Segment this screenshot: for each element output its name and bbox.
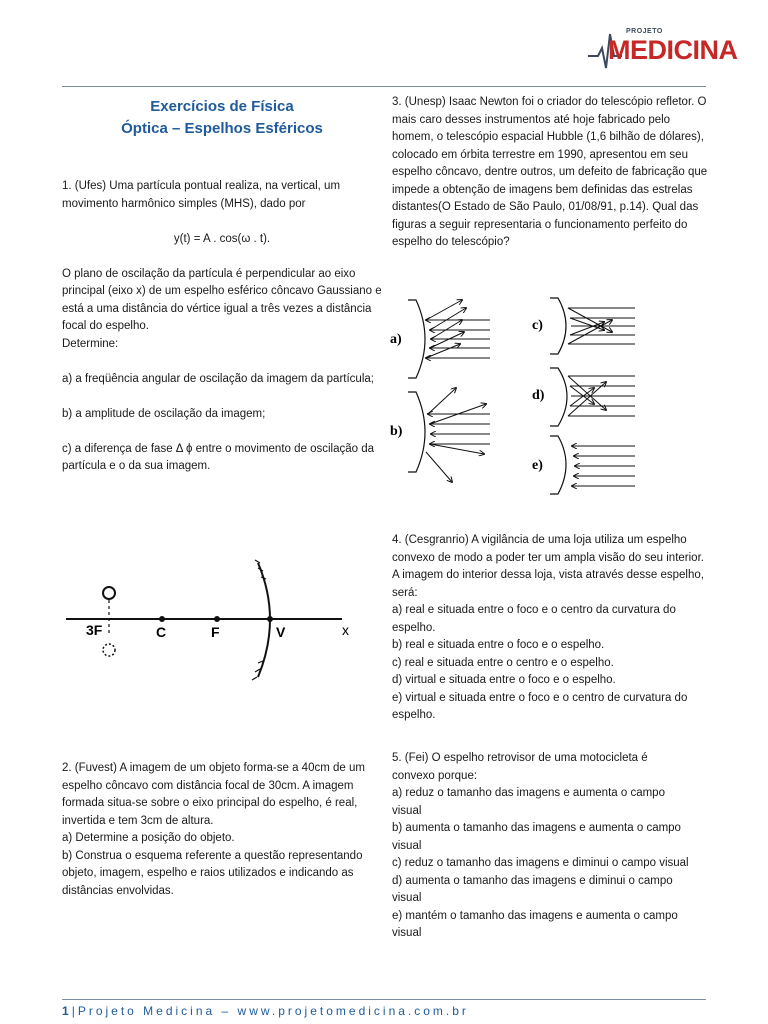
projeto-medicina-logo xyxy=(588,26,738,76)
figure-label-a: a) xyxy=(390,332,402,347)
title-line-2: Óptica – Espelhos Esféricos xyxy=(121,120,323,137)
label-f: F xyxy=(211,624,220,640)
q1-description: O plano de oscilação da partícula é perpendicular ao eixo principal (eixo x) de um espelho esférico côncavo Gaussiano e está a uma distância do vértice igual a três vezes a distância focal do espelho. xyxy=(62,267,382,332)
q4-text: 4. (Cesgranrio) A vigilância de uma loja utiliza um espelho convexo de modo a poder ter um ampla visão do seu interior. A imagem do interior dessa loja, vista através desse espelho, será: xyxy=(392,534,704,599)
telescope-mirror-figures xyxy=(390,292,690,497)
footer-rule xyxy=(62,999,706,1000)
q5-option-c: c) reduz o tamanho das imagens e diminui o campo visual xyxy=(392,857,689,869)
right-column xyxy=(392,94,708,252)
q1-equation: y(t) = A . cos(ω . t). xyxy=(173,232,271,245)
footer-separator: | xyxy=(71,1004,78,1018)
q4-option-a: a) real e situada entre o foco e o centro da curvatura do espelho. xyxy=(392,604,676,634)
label-v: V xyxy=(276,624,286,640)
q5-option-d: d) aumenta o tamanho das imagens e diminui o campo visual xyxy=(392,874,673,904)
header-rule xyxy=(62,86,706,87)
q5-option-a: a) reduz o tamanho das imagens e aumenta o campo visual xyxy=(392,787,665,817)
question-5 xyxy=(392,750,692,943)
q2-text: 2. (Fuvest) A imagem de um objeto forma-se a 40cm de um espelho côncavo com distância focal de 30cm. A imagem formada situa-se sobre o eixo principal do espelho, é real, invertida e tem 3cm de altura. xyxy=(62,762,365,827)
object-circle xyxy=(103,587,115,599)
q1-item-b: b) a amplitude de oscilação da imagem; xyxy=(62,407,266,420)
q1-text: 1. (Ufes) Uma partícula pontual realiza, na vertical, um movimento harmônico simples (MHS), dado por xyxy=(62,180,341,210)
logo-big-text: MEDICINA xyxy=(608,35,738,65)
q5-option-e: e) mantém o tamanho das imagens e aumenta o campo visual xyxy=(392,909,678,939)
figure-label-c: c) xyxy=(532,318,543,333)
q1-determine: Determine: xyxy=(62,337,119,350)
label-x: x xyxy=(342,622,349,638)
concave-mirror-diagram xyxy=(60,555,370,690)
figure-label-d: d) xyxy=(532,388,545,403)
page-footer xyxy=(62,1004,469,1018)
q4-option-c: c) real e situada entre o centro e o espelho. xyxy=(392,656,614,669)
figure-label-e: e) xyxy=(532,458,543,473)
page-number: 1 xyxy=(62,1004,72,1018)
label-3f: 3F xyxy=(86,622,103,638)
title-line-1: Exercícios de Física xyxy=(150,98,294,115)
q3-text: 3. (Unesp) Isaac Newton foi o criador do telescópio refletor. O mais caro desses instrumentos até hoje fabricado pelo homem, o telescópio espacial Hubble (1,6 bilhão de dólares), colocado em órbita terrestre em 1990, apresentou em seu espelho côncavo, dentre outros, um defeito de fabricação que impede a obtenção de imagens bem definidas das estrelas distantes(O Estado de São Paulo, 01/08/91, p.14). Qual das figuras a seguir representaria o funcionamento perfeito do espelho do telescópio? xyxy=(392,96,708,248)
q4-option-e: e) virtual e situada entre o foco e o centro de curvatura do espelho. xyxy=(392,691,688,721)
image-circle xyxy=(103,644,115,656)
q5-text: 5. (Fei) O espelho retrovisor de uma motocicleta é convexo porque: xyxy=(392,752,648,782)
q2-item-b: b) Construa o esquema referente a questão representando objeto, imagem, espelho e raios utilizados e indicando as distâncias envolvidas. xyxy=(62,849,363,897)
figure-label-b: b) xyxy=(390,424,403,439)
q1-item-c: c) a diferença de fase Δ ϕ entre o movimento de oscilação da partícula e o da sua imagem. xyxy=(62,442,375,472)
logo-small-text: PROJETO xyxy=(626,28,663,35)
question-2 xyxy=(62,760,382,900)
q1-item-a: a) a freqüência angular de oscilação da imagem da partícula; xyxy=(62,372,374,385)
label-c: C xyxy=(156,624,167,640)
footer-site: Projeto Medicina – www.projetomedicina.com.br xyxy=(77,1004,469,1018)
q2-item-a: a) Determine a posição do objeto. xyxy=(62,832,235,844)
left-column xyxy=(62,96,382,476)
page-title xyxy=(62,96,382,140)
q4-option-b: b) real e situada entre o foco e o espelho. xyxy=(392,639,605,651)
q5-option-b: b) aumenta o tamanho das imagens e aumenta o campo visual xyxy=(392,822,681,852)
q4-option-d: d) virtual e situada entre o foco e o espelho. xyxy=(392,674,616,686)
question-4 xyxy=(392,532,708,725)
